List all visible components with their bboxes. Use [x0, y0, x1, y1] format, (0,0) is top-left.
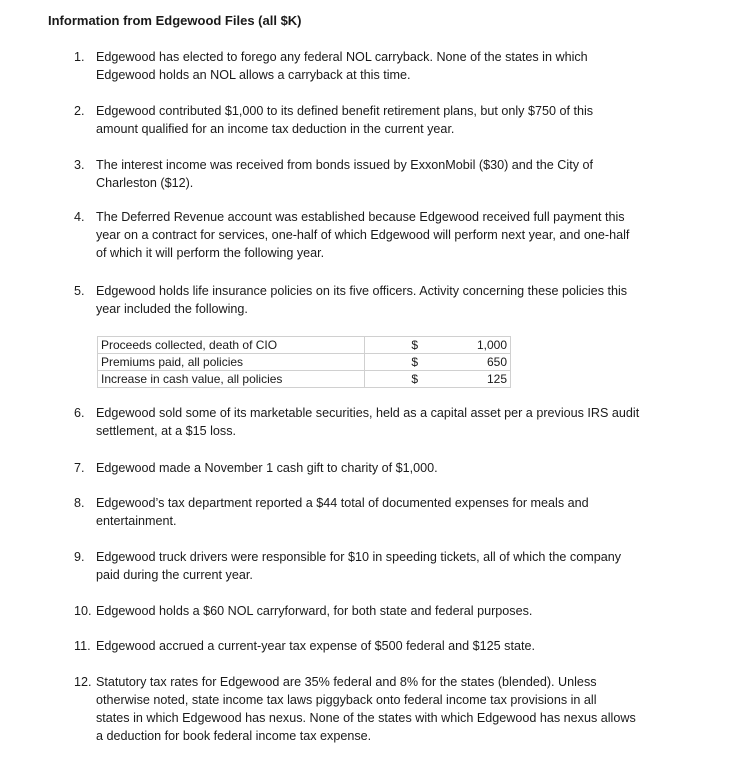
item-text-line: year on a contract for services, one-half of which Edgewood will perform next year, and one-half	[96, 228, 630, 242]
table-row	[98, 354, 511, 371]
item-text	[96, 404, 639, 440]
item-text	[96, 48, 588, 84]
item-text-line: of which it will perform the following year.	[96, 246, 325, 260]
item-number: 12.	[74, 675, 92, 689]
item-text	[96, 494, 589, 530]
item-text	[96, 548, 621, 584]
item-number: 7.	[74, 461, 85, 475]
item-text-line: The interest income was received from bonds issued by ExxonMobil ($30) and the City of	[96, 158, 593, 172]
document-title: Information from Edgewood Files (all $K)	[48, 13, 302, 28]
row-value: 1,000	[444, 337, 511, 354]
item-text	[96, 156, 593, 192]
item-text-line: Edgewood made a November 1 cash gift to charity of $1,000.	[96, 461, 438, 475]
item-text-line: entertainment.	[96, 514, 177, 528]
item-number: 2.	[74, 104, 85, 118]
row-value: 650	[444, 354, 511, 371]
table-row	[98, 337, 511, 354]
item-text-line: Statutory tax rates for Edgewood are 35% federal and 8% for the states (blended). Unless	[96, 675, 597, 689]
table-row	[98, 371, 511, 388]
item-number: 10.	[74, 604, 92, 618]
row-label: Proceeds collected, death of CIO	[98, 337, 365, 354]
item-text-line: Edgewood holds life insurance policies on its five officers. Activity concerning these policies this	[96, 284, 628, 298]
item-text-line: Edgewood contributed $1,000 to its defined benefit retirement plans, but only $750 of this	[96, 104, 594, 118]
item-number: 4.	[74, 210, 85, 224]
item-text	[96, 102, 593, 138]
item-number: 3.	[74, 158, 85, 172]
item-text-line: Edgewood has elected to forego any federal NOL carryback. None of the states in which	[96, 50, 588, 64]
item-text-line: states in which Edgewood has nexus. None of the states with which Edgewood has nexus allows	[96, 711, 636, 725]
insurance-table	[97, 336, 511, 388]
item-number: 6.	[74, 406, 85, 420]
item-number: 8.	[74, 496, 85, 510]
item-text-line: Edgewood sold some of its marketable securities, held as a capital asset per a previous IRS audit	[96, 406, 640, 420]
item-number: 11.	[74, 639, 91, 653]
item-text	[96, 602, 532, 620]
row-label: Increase in cash value, all policies	[98, 371, 365, 388]
item-text-line: paid during the current year.	[96, 568, 253, 582]
row-label: Premiums paid, all policies	[98, 354, 365, 371]
item-text	[96, 208, 629, 262]
item-text-line: settlement, at a $15 loss.	[96, 424, 237, 438]
item-text-line: otherwise noted, state income tax laws piggyback onto federal income tax provisions in all	[96, 693, 597, 707]
item-text-line: Edgewood accrued a current-year tax expense of $500 federal and $125 state.	[96, 639, 535, 653]
item-text	[96, 673, 636, 745]
item-text-line: Edgewood holds an NOL allows a carryback at this time.	[96, 68, 411, 82]
item-text-line: Edgewood’s tax department reported a $44 total of documented expenses for meals and	[96, 496, 589, 510]
item-text-line: a deduction for book federal income tax expense.	[96, 729, 372, 743]
row-value: 125	[444, 371, 511, 388]
item-number: 1.	[74, 50, 85, 64]
currency-symbol: $	[365, 371, 445, 388]
item-text	[96, 282, 627, 318]
item-text	[96, 637, 535, 655]
currency-symbol: $	[365, 337, 445, 354]
item-text-line: Edgewood holds a $60 NOL carryforward, for both state and federal purposes.	[96, 604, 533, 618]
item-text-line: Charleston ($12).	[96, 176, 194, 190]
item-text	[96, 459, 438, 477]
item-number: 5.	[74, 284, 85, 298]
item-text-line: year included the following.	[96, 302, 248, 316]
item-text-line: Edgewood truck drivers were responsible for $10 in speeding tickets, all of which the company	[96, 550, 622, 564]
item-text-line: amount qualified for an income tax deduction in the current year.	[96, 122, 455, 136]
item-text-line: The Deferred Revenue account was established because Edgewood received full payment this	[96, 210, 625, 224]
currency-symbol: $	[365, 354, 445, 371]
item-number: 9.	[74, 550, 85, 564]
